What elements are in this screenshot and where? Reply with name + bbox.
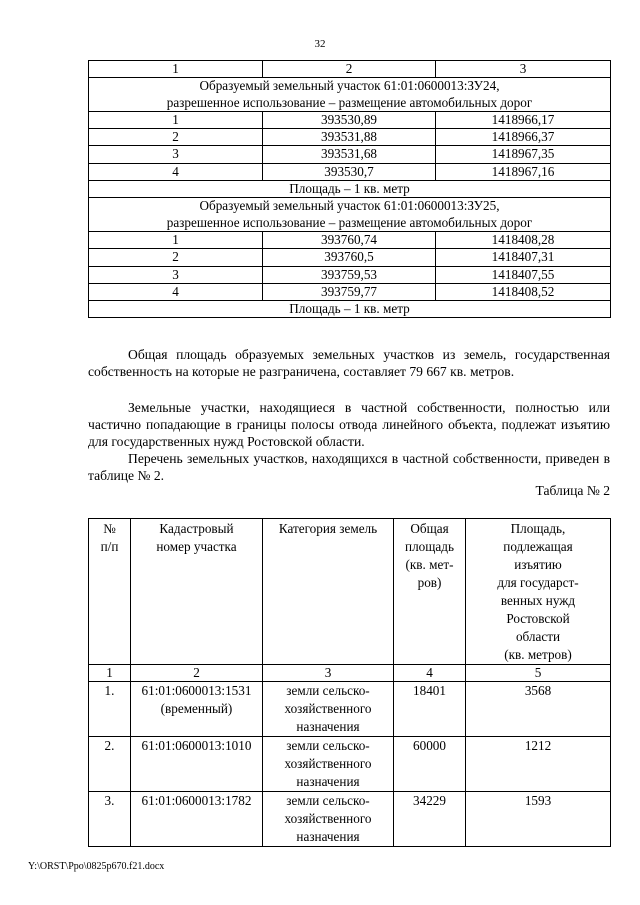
coordinate-x: 393759,77 [263, 283, 436, 300]
coordinate-y: 1418966,17 [436, 111, 611, 128]
point-number: 1 [89, 231, 263, 248]
table-row [89, 682, 611, 737]
header-category: Категория земель [263, 519, 394, 665]
point-number: 4 [89, 163, 263, 180]
parcel-area [89, 301, 611, 318]
coordinate-row [89, 146, 611, 163]
row-number: 1. [89, 682, 131, 737]
total-area: 34229 [394, 792, 466, 847]
point-number: 1 [89, 111, 263, 128]
coordinate-y: 1418407,31 [436, 249, 611, 266]
column-number: 3 [436, 61, 611, 78]
parcel-area [89, 181, 611, 198]
seized-area: 1593 [466, 792, 611, 847]
point-number: 4 [89, 283, 263, 300]
coordinate-x: 393530,89 [263, 111, 436, 128]
seized-area: 3568 [466, 682, 611, 737]
land-category: земли сельско- хозяйственного назначения [263, 737, 394, 792]
coordinate-y: 1418408,28 [436, 231, 611, 248]
coordinate-x: 393760,74 [263, 231, 436, 248]
coordinate-row [89, 249, 611, 266]
cadastral-number: 61:01:0600013:1531 (временный) [131, 682, 263, 737]
seized-area: 1212 [466, 737, 611, 792]
coordinate-row [89, 231, 611, 248]
coordinates-table [88, 60, 611, 318]
column-number: 1 [89, 61, 263, 78]
coordinate-row [89, 283, 611, 300]
coordinate-row [89, 266, 611, 283]
parcel-title-line: Образуемый земельный участок 61:01:0600013:ЗУ24, [199, 78, 500, 94]
paragraph-private-parcels: Земельные участки, находящиеся в частной собственности, полностью или частично попадающие в границы полосы отвода линейного объекта, подлежат изъятию для государственных нужд Ростовской области. [88, 400, 610, 449]
point-number: 2 [89, 129, 263, 146]
parcel-title-line: разрешенное использование – размещение автомобильных дорог [166, 94, 533, 110]
parcel-title-line: Образуемый земельный участок 61:01:0600013:ЗУ25, [199, 198, 500, 214]
private-parcels-table [88, 518, 611, 847]
coordinate-row [89, 163, 611, 180]
row-number: 3. [89, 792, 131, 847]
coordinate-x: 393531,68 [263, 146, 436, 163]
point-number: 3 [89, 266, 263, 283]
table-row [89, 737, 611, 792]
land-category: земли сельско- хозяйственного назначения [263, 682, 394, 737]
header-total-area: Общая площадь (кв. мет- ров) [394, 519, 466, 665]
coordinate-y: 1418967,16 [436, 163, 611, 180]
coordinate-row [89, 129, 611, 146]
coordinate-row [89, 111, 611, 128]
parcel-area-text: Площадь – 1 кв. метр [89, 301, 611, 318]
row-number: 2. [89, 737, 131, 792]
total-area: 60000 [394, 737, 466, 792]
coordinate-x: 393530,7 [263, 163, 436, 180]
column-number: 2 [131, 665, 263, 682]
cadastral-number: 61:01:0600013:1782 [131, 792, 263, 847]
point-number: 2 [89, 249, 263, 266]
header-cadastral: Кадастровый номер участка [131, 519, 263, 665]
page-number: 32 [314, 38, 326, 50]
column-number: 4 [394, 665, 466, 682]
paragraph-total-area: Общая площадь образуемых земельных участков из земель, государственная собственность на которые не разграничена, составляет 79 667 кв. метров. [88, 347, 610, 379]
total-area: 18401 [394, 682, 466, 737]
parcel-title [89, 78, 611, 112]
column-number: 3 [263, 665, 394, 682]
header-seized-area: Площадь, подлежащая изъятию для государст- венных нужд Ростовской области (кв. метров) [466, 519, 611, 665]
footer-file-path: Y:\ORST\Ppo\0825p670.f21.docx [28, 861, 165, 872]
column-number: 1 [89, 665, 131, 682]
header-number: № п/п [89, 519, 131, 665]
table-row [89, 792, 611, 847]
column-numbers-row [89, 665, 611, 682]
column-number: 5 [466, 665, 611, 682]
column-number: 2 [263, 61, 436, 78]
coordinate-y: 1418966,37 [436, 129, 611, 146]
parcel-area-text: Площадь – 1 кв. метр [89, 181, 611, 198]
table-header-row [89, 519, 611, 665]
paragraph-list-reference: Перечень земельных участков, находящихся в частной собственности, приведен в таблице № 2. [88, 451, 610, 483]
table-caption: Таблица № 2 [535, 483, 610, 498]
coordinate-x: 393760,5 [263, 249, 436, 266]
coordinate-x: 393531,88 [263, 129, 436, 146]
coordinate-y: 1418407,55 [436, 266, 611, 283]
point-number: 3 [89, 146, 263, 163]
coordinate-x: 393759,53 [263, 266, 436, 283]
cadastral-number: 61:01:0600013:1010 [131, 737, 263, 792]
parcel-title [89, 198, 611, 232]
coordinate-y: 1418408,52 [436, 283, 611, 300]
coordinate-y: 1418967,35 [436, 146, 611, 163]
land-category: земли сельско- хозяйственного назначения [263, 792, 394, 847]
parcel-title-line: разрешенное использование – размещение автомобильных дорог [166, 214, 533, 230]
coordinates-column-numbers [89, 61, 611, 78]
